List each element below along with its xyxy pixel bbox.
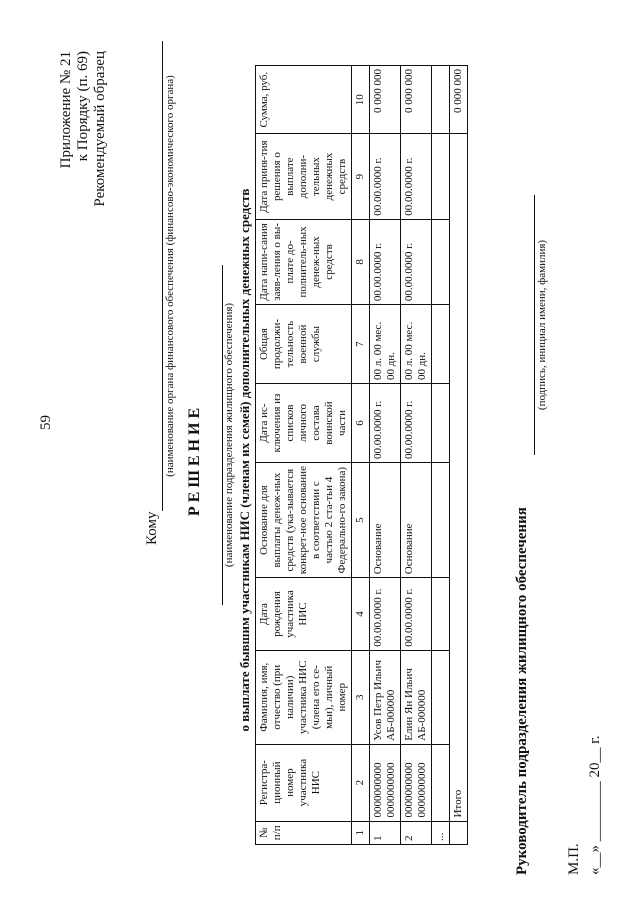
payment-sum: 0 000 000 [401,66,432,134]
application-date: 00.00.0000 г. [401,219,432,304]
column-number: 7 [352,305,370,384]
payments-table [255,65,468,845]
table-row [401,66,432,845]
rotated-document-content [52,45,612,875]
registration-number: 0000000000 0000000000 [370,744,401,821]
column-number: 6 [352,384,370,463]
ellipsis-cell: ... [432,821,450,844]
date-line: «__» ________ 20__ г. [587,735,603,875]
column-number: 5 [352,463,370,578]
head-of-subdivision-label: Руководитель подразделения жилищного обеспечения [514,507,530,875]
appendix-number: Приложение № 21 [58,51,74,169]
addressee-caption: (наименование органа финансового обеспечения (финансово-экономического органа) [164,75,176,477]
signature-caption: (подпись, инициал имени, фамилия) [536,239,548,411]
column-number: 3 [352,650,370,744]
column-number: 10 [352,66,370,134]
subdivision-caption: (наименование подразделения жилищного обеспечения) [223,302,235,568]
recommended-sample-note: Рекомендуемый образец [92,51,108,207]
header-cell: Сумма, руб. [256,66,352,134]
column-number-row [352,66,370,845]
table-header-row [256,66,352,845]
decision-date: 00.00.0000 г. [370,134,401,219]
service-duration: 00 л. 00 мес. 00 дн. [370,305,401,384]
document-title: РЕШЕНИЕ [186,403,203,517]
participant-name: Елин Ян Ильич АБ-000000 [401,650,432,744]
appendix-block [58,51,109,207]
header-cell: Фамилия, имя, отчество (при наличии) участника НИС (члена его се-мьи), личный номер [256,650,352,744]
total-label: Итого [450,134,468,821]
registration-number: 0000000000 0000000000 [401,744,432,821]
exclusion-date: 00.00.0000 г. [370,384,401,463]
table-row [370,66,401,845]
header-cell: № п/п [256,821,352,844]
payment-basis: Основание [370,463,401,578]
birth-date: 00.00.0000 г. [401,578,432,651]
service-duration: 00 л. 00 мес. 00 дн. [401,305,432,384]
header-cell: Дата рождения участника НИС [256,578,352,651]
column-number: 8 [352,219,370,304]
total-sum: 0 000 000 [450,66,468,134]
ellipsis-row [432,66,450,845]
column-number: 1 [352,821,370,844]
header-cell: Дата ис-ключения из списков личного состава воинской части [256,384,352,463]
column-number: 9 [352,134,370,219]
decision-subject: о выплате бывшим участникам НИС (членам их семей) дополнительных денежных средств [237,188,252,732]
header-cell: Общая продолжи-тельность военной службы [256,305,352,384]
appendix-order-reference: к Порядку (п. 69) [75,51,91,162]
column-number: 2 [352,744,370,821]
decision-date: 00.00.0000 г. [401,134,432,219]
column-number: 4 [352,578,370,651]
signature-line [534,195,535,455]
header-cell: Дата напи-сания заяв-ления о вы-плате до-полнитель-ных денеж-ных средств [256,219,352,304]
header-cell: Дата приня-тия решения о выплате дополни-тельных денежных средств [256,134,352,219]
application-date: 00.00.0000 г. [370,219,401,304]
header-cell: Основание для выплаты денеж-ных средств (ука-зывается конкрет-ное основание в соответствии с частью 2 ста-тьи 4 Федерально-го закона) [256,463,352,578]
stamp-place: М.П. [566,843,582,875]
participant-name: Усов Петр Ильич АБ-000000 [370,650,401,744]
page-number: 59 [38,415,54,430]
addressee-fill-line [162,41,163,511]
payment-basis: Основание [401,463,432,578]
exclusion-date: 00.00.0000 г. [401,384,432,463]
header-cell: Регистра-ционный номер участника НИС [256,744,352,821]
row-number: 1 [370,821,401,844]
birth-date: 00.00.0000 г. [370,578,401,651]
total-row [450,66,468,845]
addressee-label: Кому [144,511,160,545]
row-number: 2 [401,821,432,844]
payment-sum: 0 000 000 [370,66,401,134]
